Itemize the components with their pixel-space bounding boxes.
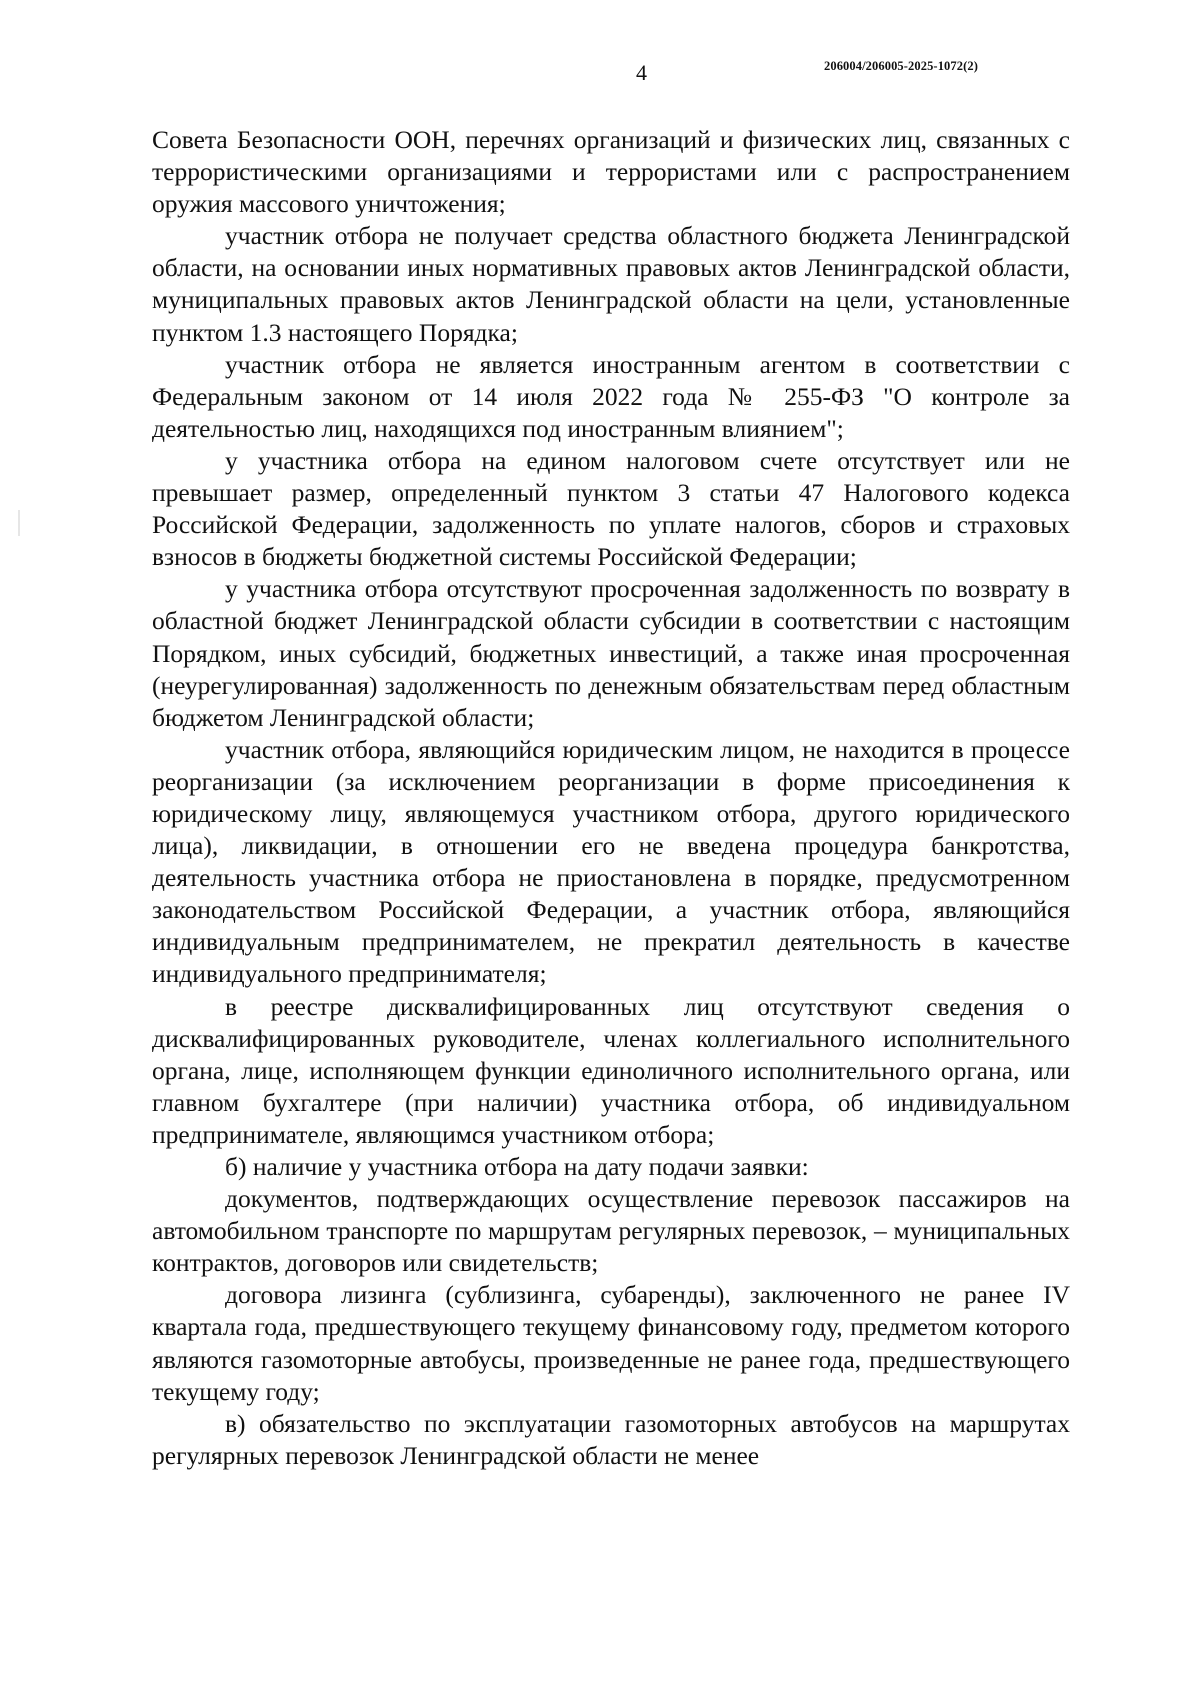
document-body: [152, 124, 1070, 1472]
paragraph-6: участник отбора, являющийся юридическим лицом, не находится в процессе реорганизации (за исключением реорганизации в форме присоединения к юридическому лицу, являющемуся участником отбора, другого юридического лица), ликвидации, в отношении его не введена процедура банкротства, деятельность участника отбора не приостановлена в порядке, предусмотренном законодательством Российской Федерации, а участник отбора, являющийся индивидуальным предпринимателем, не прекратил деятельность в качестве индивидуального предпринимателя;: [152, 734, 1070, 989]
paragraph-7: в реестре дисквалифицированных лиц отсутствуют сведения о дисквалифицированных руководителе, членах коллегиального исполнительного органа, лице, исполняющем функции единоличного исполнительного органа, или главном бухгалтере (при наличии) участника отбора, об индивидуальном предпринимателе, являющимся участником отбора;: [152, 991, 1070, 1149]
paragraph-9: документов, подтверждающих осуществление перевозок пассажиров на автомобильном транспорте по маршрутам регулярных перевозок, – муниципальных контрактов, договоров или свидетельств;: [152, 1184, 1070, 1278]
paragraph-3: участник отбора не является иностранным агентом в соответствии с Федеральным законом от 14 июля 2022 года № 255-ФЗ "О контроле за деятельностью лиц, находящихся под иностранным влиянием";: [152, 349, 1070, 443]
document-code: 206004/206005-2025-1072(2): [824, 59, 978, 73]
paragraph-5: у участника отбора отсутствуют просроченная задолженность по возврату в областной бюджет Ленинградской области субсидии в соответствии с настоящим Порядком, иных субсидий, бюджетных инвестиций, а также иная просроченная (неурегулированная) задолженность по денежным обязательствам перед областным бюджетом Ленинградской области;: [152, 574, 1070, 732]
paragraph-2: участник отбора не получает средства областного бюджета Ленинградской области, на основании иных нормативных правовых актов Ленинградской области, муниципальных правовых актов Ленинградской области на цели, установленные пунктом 1.3 настоящего Порядка;: [152, 221, 1070, 347]
page-number: 4: [636, 60, 647, 85]
scan-artifact: [18, 510, 20, 536]
paragraph-1: Совета Безопасности ООН, перечнях организаций и физических лиц, связанных с террористическими организациями и террористами или с распространением оружия массового уничтожения;: [152, 125, 1070, 219]
paragraph-11: в) обязательство по эксплуатации газомоторных автобусов на маршрутах регулярных перевозок Ленинградской области не менее: [152, 1408, 1070, 1470]
paragraph-10: договора лизинга (сублизинга, субаренды), заключенного не ранее IV квартала года, предшествующего текущему финансовому году, предметом которого являются газомоторные автобусы, произведенные не ранее года, предшествующего текущему году;: [152, 1280, 1070, 1406]
paragraph-8: б) наличие у участника отбора на дату подачи заявки:: [225, 1152, 809, 1181]
paragraph-4: у участника отбора на едином налоговом счете отсутствует или не превышает размер, определенный пунктом 3 статьи 47 Налогового кодекса Российской Федерации, задолженность по уплате налогов, сборов и страховых взносов в бюджеты бюджетной системы Российской Федерации;: [152, 445, 1070, 572]
